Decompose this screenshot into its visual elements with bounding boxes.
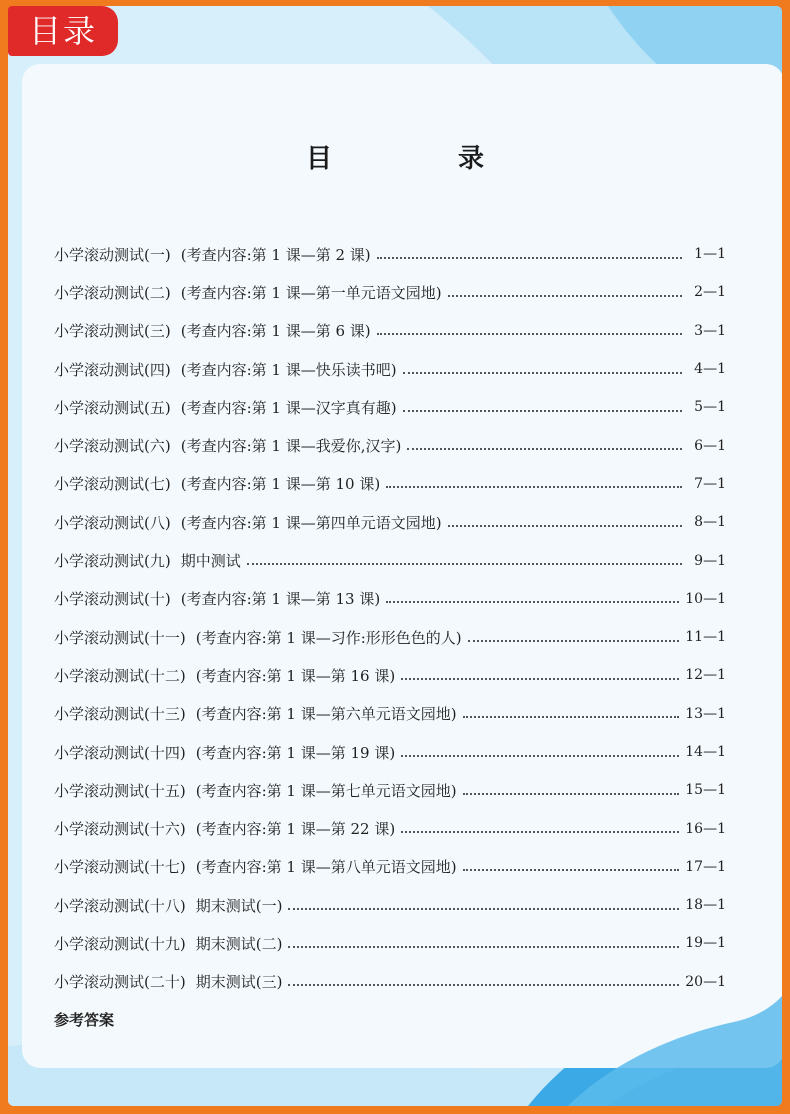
toc-entry-page: 8—1 <box>694 514 726 531</box>
toc-entry-scope: (考查内容:第 1 课—第七单元语文园地) <box>195 781 457 800</box>
toc-entry-label: 小学滚动测试(八) <box>54 513 171 532</box>
dot-leader <box>377 256 682 259</box>
toc-entry-page: 7—1 <box>694 475 726 492</box>
toc-entry-page: 18—1 <box>685 897 726 914</box>
dot-leader <box>377 332 682 335</box>
dot-leader <box>401 754 679 757</box>
toc-entry-page: 2—1 <box>694 284 726 301</box>
toc-entry-page: 9—1 <box>694 552 726 569</box>
page-title: 目 录 <box>305 144 534 174</box>
toc-entry <box>54 350 726 388</box>
toc-entry <box>54 388 726 426</box>
toc-entry-scope: (考查内容:第 1 课—第一单元语文园地) <box>180 283 442 302</box>
toc-entry-label: 小学滚动测试(十一) <box>54 628 186 647</box>
table-of-contents <box>54 235 726 1001</box>
toc-entry-scope: (考查内容:第 1 课—汉字真有趣) <box>180 398 397 417</box>
dot-leader <box>288 907 679 910</box>
toc-entry <box>54 541 726 579</box>
toc-entry <box>54 312 726 350</box>
answers-entry: 参考答案 <box>54 1011 115 1029</box>
toc-entry-scope: 期末测试(二) <box>195 934 283 953</box>
toc-entry-label: 小学滚动测试(十二) <box>54 666 186 685</box>
contents-tab: 目录 <box>8 6 118 56</box>
toc-entry-scope: (考查内容:第 1 课—第 6 课) <box>180 322 371 341</box>
toc-entry-scope: (考查内容:第 1 课—第六单元语文园地) <box>195 705 457 724</box>
toc-entry <box>54 503 726 541</box>
toc-entry <box>54 465 726 503</box>
toc-entry-scope: (考查内容:第 1 课—快乐读书吧) <box>180 360 397 379</box>
dot-leader <box>463 868 680 871</box>
toc-entry-label: 小学滚动测试(四) <box>54 360 171 379</box>
toc-entry <box>54 273 726 311</box>
toc-entry <box>54 426 726 464</box>
dot-leader <box>463 792 680 795</box>
toc-entry <box>54 656 726 694</box>
toc-entry-page: 4—1 <box>694 361 726 378</box>
toc-entry-label: 小学滚动测试(十七) <box>54 858 186 877</box>
toc-entry-label: 小学滚动测试(七) <box>54 475 171 494</box>
dot-leader <box>448 524 682 527</box>
toc-entry-page: 13—1 <box>685 705 726 722</box>
toc-entry-page: 17—1 <box>685 858 726 875</box>
toc-entry-page: 6—1 <box>694 437 726 454</box>
toc-entry-page: 12—1 <box>685 667 726 684</box>
dot-leader <box>288 945 679 948</box>
toc-entry-scope: (考查内容:第 1 课—习作:形形色色的人) <box>195 628 462 647</box>
toc-entry <box>54 695 726 733</box>
toc-entry-scope: (考查内容:第 1 课—我爱你,汉字) <box>180 437 402 456</box>
toc-entry-page: 3—1 <box>694 322 726 339</box>
toc-entry-page: 10—1 <box>685 590 726 607</box>
toc-entry-label: 小学滚动测试(三) <box>54 322 171 341</box>
toc-entry-label: 小学滚动测试(二十) <box>54 973 186 992</box>
toc-entry <box>54 618 726 656</box>
toc-entry-scope: 期末测试(三) <box>195 973 283 992</box>
toc-entry-page: 16—1 <box>685 820 726 837</box>
toc-entry-label: 小学滚动测试(十八) <box>54 896 186 915</box>
toc-entry <box>54 886 726 924</box>
toc-entry-label: 小学滚动测试(二) <box>54 283 171 302</box>
toc-entry-label: 小学滚动测试(十九) <box>54 934 186 953</box>
toc-entry-scope: (考查内容:第 1 课—第 13 课) <box>180 590 381 609</box>
toc-entry <box>54 848 726 886</box>
toc-entry-scope: (考查内容:第 1 课—第 10 课) <box>180 475 381 494</box>
dot-leader <box>401 677 679 680</box>
toc-entry-scope: 期末测试(一) <box>195 896 283 915</box>
dot-leader <box>463 715 680 718</box>
toc-entry-page: 15—1 <box>685 782 726 799</box>
toc-entry-scope: (考查内容:第 1 课—第 16 课) <box>195 666 396 685</box>
toc-entry-page: 11—1 <box>685 629 726 646</box>
toc-entry-label: 小学滚动测试(一) <box>54 245 171 264</box>
toc-entry-page: 19—1 <box>685 935 726 952</box>
toc-entry-scope: (考查内容:第 1 课—第 19 课) <box>195 743 396 762</box>
toc-entry-scope: (考查内容:第 1 课—第四单元语文园地) <box>180 513 442 532</box>
dot-leader <box>247 562 682 565</box>
toc-entry-label: 小学滚动测试(十六) <box>54 820 186 839</box>
dot-leader <box>407 447 682 450</box>
dot-leader <box>386 485 682 488</box>
toc-entry <box>54 235 726 273</box>
toc-entry <box>54 809 726 847</box>
dot-leader <box>401 830 679 833</box>
toc-entry-scope: (考查内容:第 1 课—第 22 课) <box>195 820 396 839</box>
toc-entry <box>54 924 726 962</box>
toc-entry-label: 小学滚动测试(十五) <box>54 781 186 800</box>
dot-leader <box>403 371 682 374</box>
dot-leader <box>468 639 680 642</box>
dot-leader <box>288 983 679 986</box>
toc-entry-page: 20—1 <box>685 973 726 990</box>
toc-entry-label: 小学滚动测试(六) <box>54 437 171 456</box>
toc-entry-label: 小学滚动测试(九) <box>54 552 171 571</box>
toc-entry-scope: 期中测试 <box>180 552 241 571</box>
toc-entry-label: 小学滚动测试(十三) <box>54 705 186 724</box>
toc-entry <box>54 963 726 1001</box>
dot-leader <box>448 294 682 297</box>
toc-entry-scope: (考查内容:第 1 课—第 2 课) <box>180 245 371 264</box>
toc-entry-label: 小学滚动测试(十) <box>54 590 171 609</box>
toc-entry-scope: (考查内容:第 1 课—第八单元语文园地) <box>195 858 457 877</box>
dot-leader <box>403 409 682 412</box>
toc-entry-page: 5—1 <box>694 399 726 416</box>
toc-entry <box>54 580 726 618</box>
toc-entry-page: 1—1 <box>694 246 726 263</box>
dot-leader <box>386 600 679 603</box>
toc-entry-page: 14—1 <box>685 744 726 760</box>
toc-entry-label: 小学滚动测试(五) <box>54 398 171 417</box>
toc-entry-label: 小学滚动测试(十四) <box>54 743 186 762</box>
toc-entry <box>54 733 726 771</box>
toc-entry <box>54 771 726 809</box>
